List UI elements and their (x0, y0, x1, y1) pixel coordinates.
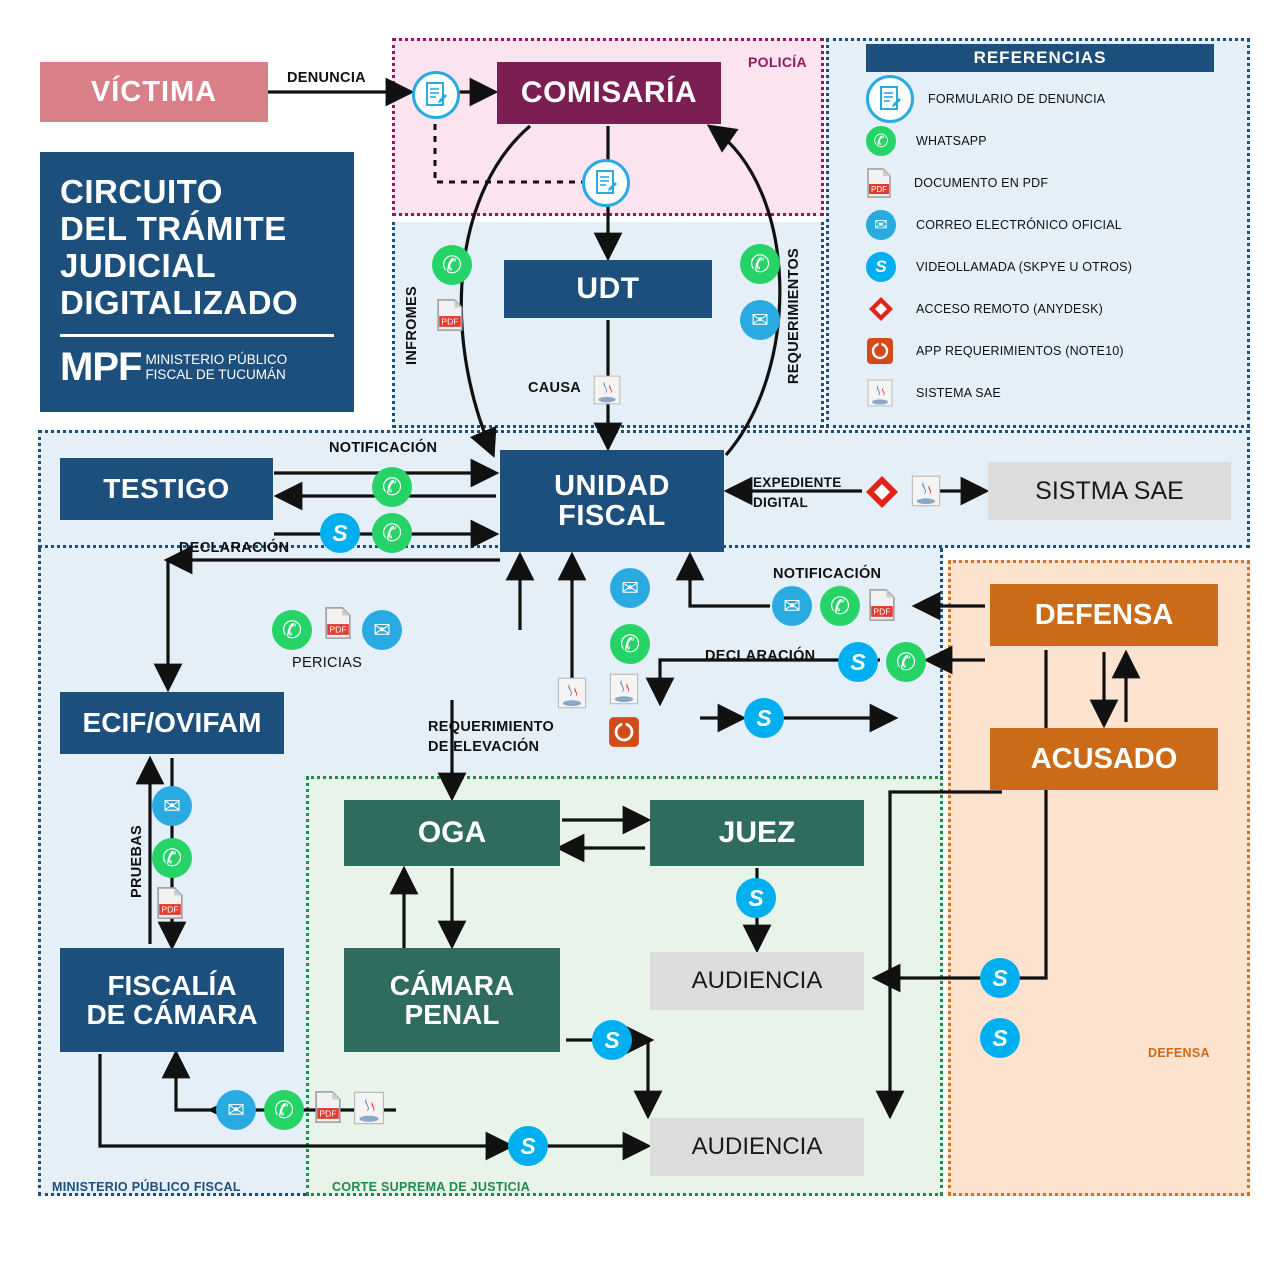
sae-icon-unidad-out (608, 672, 640, 711)
email-icon-fiscalia: ✉ (216, 1090, 256, 1130)
formulario-denuncia-icon-edge-2 (582, 159, 630, 207)
node-fiscalia-line2: DE CÁMARA (86, 999, 258, 1030)
node-unidad-fiscal[interactable] (500, 450, 724, 552)
svg-text:PDF: PDF (329, 624, 347, 635)
svg-text:PDF: PDF (873, 606, 891, 617)
edge-label-notificacion-testigo: NOTIFICACIÓN (329, 440, 438, 456)
mpf-acronym: MPF (60, 344, 142, 389)
reference-label-formulario: FORMULARIO DE DENUNCIA (928, 92, 1106, 106)
skype-icon-unidad-defensa: S (744, 698, 784, 738)
node-acusado[interactable]: ACUSADO (990, 728, 1218, 790)
mpf-subtitle-line1: MINISTERIO PÚBLICO (145, 351, 288, 367)
reference-item-skype (866, 252, 1132, 282)
sae-icon-requerimiento (556, 676, 588, 715)
skype-icon-declaracion-defensa: S (838, 642, 878, 682)
skype-icon-camara-audiencia: S (592, 1020, 632, 1060)
node-juez[interactable]: JUEZ (650, 800, 864, 866)
email-icon-requerimientos: ✉ (740, 300, 780, 340)
node-audiencia-2[interactable]: AUDIENCIA (650, 1118, 864, 1176)
svg-text:PDF: PDF (319, 1108, 337, 1119)
reference-label-anydesk: ACCESO REMOTO (ANYDESK) (916, 302, 1104, 316)
title-line-2: DEL TRÁMITE (60, 209, 287, 247)
node-camara-line1: CÁMARA (389, 969, 515, 1001)
whatsapp-icon-informes: ✆ (432, 245, 472, 285)
reference-item-formulario (866, 84, 1105, 114)
whatsapp-icon-notificacion-defensa: ✆ (820, 586, 860, 626)
anydesk-icon-expediente (862, 472, 902, 517)
zone-label-policia: POLICÍA (748, 54, 807, 70)
reference-item-note10 (866, 336, 1124, 366)
whatsapp-icon-pericias: ✆ (272, 610, 312, 650)
edge-label-pericias: PERICIAS (292, 655, 363, 671)
reference-item-pdf (866, 168, 1048, 198)
sae-icon (866, 378, 894, 408)
svg-text:PDF: PDF (871, 185, 887, 194)
node-fiscalia-de-camara[interactable] (60, 948, 284, 1052)
reference-label-email: CORREO ELECTRÓNICO OFICIAL (916, 218, 1122, 232)
sae-icon-fiscalia (352, 1090, 386, 1131)
whatsapp-icon-declaracion-testigo: ✆ (372, 513, 412, 553)
whatsapp-icon-notificacion-testigo: ✆ (372, 467, 412, 507)
reference-label-note10: APP REQUERIMIENTOS (NOTE10) (916, 344, 1124, 358)
anydesk-icon (866, 294, 896, 324)
edge-label-infromes: INFROMES (404, 286, 420, 365)
title-line-3: JUDICIAL (60, 246, 217, 284)
title-divider (60, 334, 334, 337)
node-audiencia-1[interactable]: AUDIENCIA (650, 952, 864, 1010)
reference-item-email (866, 210, 1122, 240)
edge-label-causa: CAUSA (528, 380, 582, 396)
edge-label-pruebas: PRUEBAS (129, 825, 145, 898)
formulario-denuncia-icon (866, 75, 914, 123)
reference-label-sae: SISTEMA SAE (916, 386, 1001, 400)
skype-icon-declaracion-testigo: S (320, 513, 360, 553)
zone-defensa (948, 560, 1250, 1196)
edge-label-declaracion-defensa: DECLARACIÓN (705, 648, 816, 664)
edge-label-expediente-digital-l2: DIGITAL (753, 495, 809, 510)
skype-icon: S (866, 252, 896, 282)
pdf-icon-pruebas (156, 886, 184, 925)
note10-icon-unidad-out (608, 716, 640, 753)
title-line-1: CIRCUITO (60, 173, 223, 210)
svg-text:PDF: PDF (161, 904, 179, 915)
whatsapp-icon-unidad-out: ✆ (610, 624, 650, 664)
formulario-denuncia-icon-edge-1 (412, 71, 460, 119)
node-unidad-fiscal-line2: FISCAL (558, 500, 666, 532)
edge-label-notificacion-defensa: NOTIFICACIÓN (773, 566, 882, 582)
edge-label-requerimientos: REQUERIMIENTOS (786, 248, 802, 385)
node-camara-penal[interactable] (344, 948, 560, 1052)
node-udt[interactable]: UDT (504, 260, 712, 318)
zone-label-defensa: DEFENSA (1148, 1046, 1210, 1060)
email-icon: ✉ (866, 210, 896, 240)
whatsapp-icon-requerimientos: ✆ (740, 244, 780, 284)
pdf-icon-informes (436, 298, 464, 337)
whatsapp-icon: ✆ (866, 126, 896, 156)
references-header: REFERENCIAS (866, 44, 1214, 72)
node-unidad-fiscal-line1: UNIDAD (554, 469, 670, 502)
edge-label-requerimiento-l1: REQUERIMIENTO (428, 719, 555, 735)
node-camara-line2: PENAL (404, 999, 500, 1030)
skype-icon-defensa-audiencia-2: S (980, 1018, 1020, 1058)
node-testigo[interactable]: TESTIGO (60, 458, 273, 520)
skype-icon-juez-audiencia: S (736, 878, 776, 918)
node-fiscalia-line1: FISCALÍA (107, 969, 237, 1001)
sae-icon-expediente (910, 474, 942, 513)
node-ecif-ovifam[interactable]: ECIF/OVIFAM (60, 692, 284, 754)
email-icon-pericias: ✉ (362, 610, 402, 650)
mpf-subtitle-line2: FISCAL DE TUCUMÁN (145, 367, 286, 383)
node-comisaria[interactable]: COMISARÍA (497, 62, 721, 124)
edge-label-denuncia: DENUNCIA (287, 70, 366, 86)
edge-label-declaracion-testigo: DECLARACIÓN (179, 540, 290, 556)
mpf-logo (60, 345, 334, 390)
edge-label-requerimiento-l2: DE ELEVACIÓN (428, 739, 540, 755)
whatsapp-icon-declaracion-defensa: ✆ (886, 642, 926, 682)
mpf-subtitle (145, 352, 287, 383)
pdf-icon-fiscalia (314, 1090, 342, 1129)
node-sistema-sae[interactable]: SISTMA SAE (988, 462, 1231, 520)
title-block (40, 152, 354, 412)
sae-icon-causa (592, 374, 622, 411)
email-icon-pruebas: ✉ (152, 786, 192, 826)
skype-icon-fiscalia-audiencia: S (508, 1126, 548, 1166)
svg-text:PDF: PDF (441, 316, 459, 327)
whatsapp-icon-fiscalia: ✆ (264, 1090, 304, 1130)
reference-item-anydesk (866, 294, 1103, 324)
email-icon-unidad-out: ✉ (610, 568, 650, 608)
reference-item-sae (866, 378, 1001, 408)
reference-item-whatsapp (866, 126, 987, 156)
pdf-icon-notificacion-defensa (868, 588, 896, 627)
reference-label-whatsapp: WHATSAPP (916, 134, 987, 148)
pdf-icon (866, 168, 892, 198)
reference-label-pdf: DOCUMENTO EN PDF (914, 176, 1049, 190)
skype-icon-defensa-audiencia-1: S (980, 958, 1020, 998)
title-line-4: DIGITALIZADO (60, 283, 299, 321)
pdf-icon-pericias (324, 606, 352, 645)
node-oga[interactable]: OGA (344, 800, 560, 866)
node-defensa[interactable]: DEFENSA (990, 584, 1218, 646)
email-icon-notificacion-defensa: ✉ (772, 586, 812, 626)
zone-label-mpf: MINISTERIO PÚBLICO FISCAL (52, 1180, 241, 1194)
zone-label-corte: CORTE SUPREMA DE JUSTICIA (332, 1180, 531, 1194)
note10-icon (866, 337, 894, 365)
node-victima[interactable]: VÍCTIMA (40, 62, 268, 122)
whatsapp-icon-pruebas: ✆ (152, 838, 192, 878)
edge-label-expediente-digital-l1: EXPEDIENTE (753, 475, 842, 490)
reference-label-skype: VIDEOLLAMADA (SKPYE U OTROS) (916, 260, 1133, 274)
